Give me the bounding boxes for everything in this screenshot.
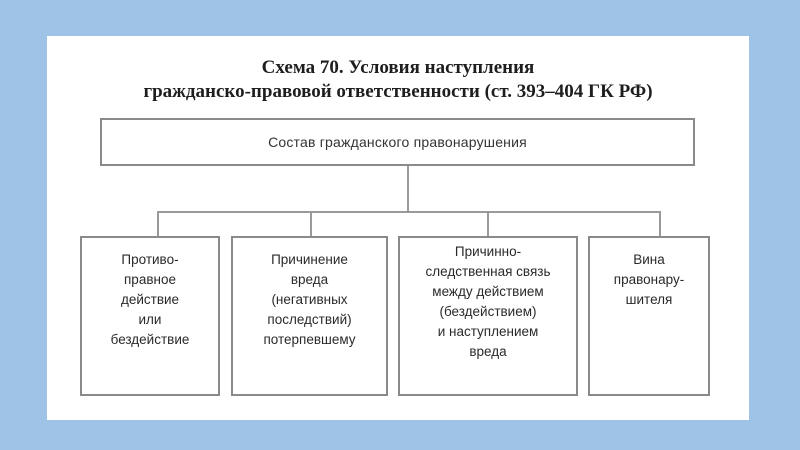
condition-text-line: потерпевшему xyxy=(263,332,356,347)
condition-box-causation xyxy=(398,236,578,396)
condition-text-line: правное xyxy=(124,272,176,287)
connector-trunk xyxy=(407,166,409,212)
connector-drop-1 xyxy=(157,211,159,236)
slide xyxy=(47,36,749,420)
condition-text-line: правонару- xyxy=(613,272,685,287)
condition-text-line: (негативных xyxy=(271,292,348,307)
condition-text-line: или xyxy=(138,312,162,327)
condition-text-line: между действием xyxy=(432,284,544,299)
condition-text-line: вреда xyxy=(469,344,507,359)
condition-text-line: Противо- xyxy=(121,252,179,267)
condition-text-line: шителя xyxy=(625,292,673,307)
condition-text-line: бездействие xyxy=(110,332,190,347)
diagram-title xyxy=(47,56,749,104)
connector-bus xyxy=(157,211,661,213)
condition-text-line: вреда xyxy=(290,272,329,287)
title-line-2: гражданско-правовой ответственности (ст. 393–404 ГК РФ) xyxy=(143,81,653,102)
connector-drop-2 xyxy=(310,211,312,236)
connector-drop-3 xyxy=(487,211,489,236)
condition-text-line: действие xyxy=(120,292,180,307)
condition-box-unlawful-act xyxy=(80,236,220,396)
condition-text-line: последствий) xyxy=(267,312,352,327)
root-label: Состав гражданского правонарушения xyxy=(268,134,527,150)
condition-box-harm xyxy=(231,236,388,396)
condition-text-line: следственная связь xyxy=(425,264,551,279)
condition-text-line: и наступлением xyxy=(437,324,539,339)
title-line-1: Схема 70. Условия наступления xyxy=(261,57,535,78)
connector-drop-4 xyxy=(659,211,661,236)
condition-text-line: Вина xyxy=(633,252,665,267)
condition-text-line: Причинно- xyxy=(454,244,522,259)
condition-box-guilt xyxy=(588,236,710,396)
condition-text-line: Причинение xyxy=(271,252,348,267)
root-box xyxy=(100,118,695,166)
condition-text-line: (бездействием) xyxy=(439,304,537,319)
